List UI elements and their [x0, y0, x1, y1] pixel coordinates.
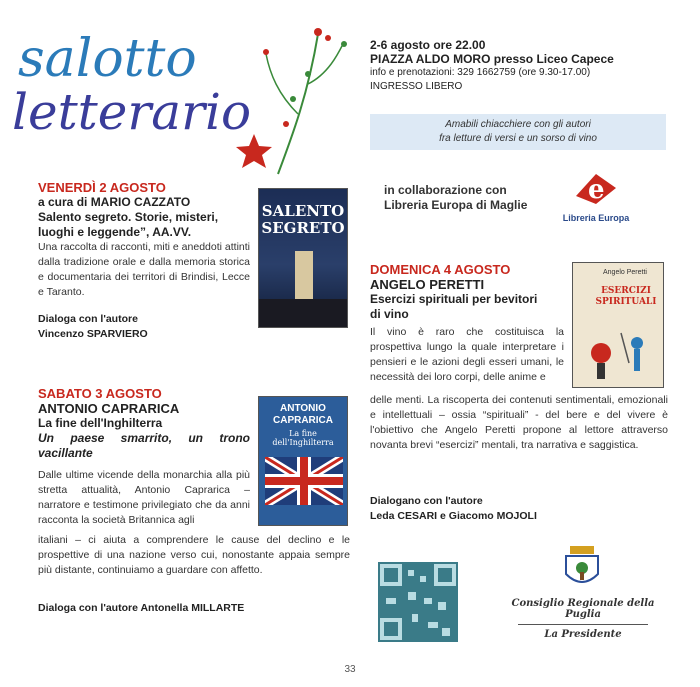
event-1-day: VENERDÌ 2 AGOSTO [38, 180, 166, 195]
libreria-europa-text: Libreria Europa [562, 213, 630, 223]
event-3-description-a: Il vino è raro che costituisca la prospettiva lungo la quale interpretare i pensieri e le azioni degli esseri umani, le necessità dei loro corpi, delle anime e [370, 326, 564, 383]
book-cover-la-fine-dellinghilterra [258, 396, 348, 526]
event-header [370, 38, 614, 94]
event-dates: 2-6 agosto ore 22.00 [370, 38, 486, 52]
event-1-author: a cura di MARIO CAZZATO [38, 195, 191, 209]
event-3-dialog-label: Dialogano con l'autore [370, 495, 483, 507]
event-2-description-a: Dalle ultime vicende della monarchia alla più stretta attualità, Antonio Caprarica – narratore e testimone privilegiato che da anni racconta la società Britannica agli [38, 469, 250, 526]
event-entry: INGRESSO LIBERO [370, 81, 463, 92]
event-1-dialog-name: Vincenzo SPARVIERO [38, 328, 148, 340]
svg-text:letterario: letterario [12, 83, 252, 141]
book-cover-salento-segreto [258, 188, 348, 328]
event-1-description: Una raccolta di racconti, miti e aneddoti attinti dalla tradizione orale e dalla memoria storica e documentaria dei territori di Brindisi, Lecce e Taranto. [38, 241, 250, 298]
event-info: info e prenotazioni: 329 1662759 (ore 9.30-17.00) [370, 67, 591, 78]
event-3-author: ANGELO PERETTI [370, 277, 485, 292]
collab-line1: in collaborazione con [384, 183, 507, 197]
event-2-day: SABATO 3 AGOSTO [38, 386, 162, 401]
event-2-description-b: italiani – ci aiuta a comprendere le cause del declino e le prospettive di una nazione verso cui, nonostante appaia sempre più distante, continuiamo a guardare con affetto. [38, 534, 350, 576]
event-venue: PIAZZA ALDO MORO presso Liceo Capece [370, 52, 614, 66]
cover-3-author: Angelo Peretti [603, 269, 647, 276]
cover-1-title-1: SALENTO [261, 202, 345, 220]
cover-2-author: ANTONIO CAPRARICA [273, 403, 333, 426]
event-2-title: La fine dell'Inghilterra [38, 416, 163, 430]
tagline-line1: Amabili chiacchiere con gli autori [445, 119, 591, 130]
event-2-author: ANTONIO CAPRARICA [38, 401, 180, 416]
collab-line2: Libreria Europa di Maglie [384, 198, 528, 212]
book-cover-esercizi-spirituali [572, 262, 664, 388]
event-2-subtitle: Un paese smarrito, un trono vacillante [38, 431, 250, 460]
salotto-letterario-logo [8, 14, 358, 184]
tagline-box [370, 114, 666, 150]
event-1 [38, 180, 250, 342]
event-1-dialog-label: Dialoga con l'autore [38, 313, 138, 325]
event-3-dialog-names: Leda CESARI e Giacomo MOJOLI [370, 510, 537, 522]
libreria-europa-logo [556, 166, 636, 224]
svg-text:salotto: salotto [18, 29, 197, 89]
council-line1: Consiglio Regionale della Puglia [511, 598, 655, 620]
cover-2-title: La fine dell'Inghilterra [272, 429, 334, 447]
collaboration [384, 183, 527, 213]
cover-3-title: ESERCIZI SPIRITUALI [595, 286, 657, 307]
event-3 [370, 262, 566, 322]
svg-text:e: e [588, 175, 605, 205]
qr-code[interactable] [378, 562, 458, 642]
event-1-title-1: Salento segreto. Storie, misteri, [38, 210, 219, 224]
council-line2: La Presidente [518, 624, 648, 640]
event-1-title-2: luoghi e leggende”, AA.VV. [38, 225, 192, 239]
council-emblem-icon [560, 544, 604, 592]
event-3-day: DOMENICA 4 AGOSTO [370, 262, 511, 277]
cover-1-title-2: SEGRETO [261, 219, 345, 237]
page-number: 33 [344, 664, 356, 675]
tagline-line2: fra letture di versi e un sorso di vino [439, 133, 597, 144]
event-2-dialog: Dialoga con l'autore Antonella MILLARTE [38, 602, 245, 614]
event-3-title-2: di vino [370, 307, 409, 321]
council-name [498, 598, 668, 640]
event-3-dialog [370, 494, 537, 524]
event-3-title-1: Esercizi spirituali per bevitori [370, 292, 538, 306]
event-3-description-b: delle menti. La riscoperta dei contenuti sentimentali, emozionali e intellettuali – ossia “spirituali” - del bere e del vivere è l'obiettivo che Angelo Peretti propone al lettore attraverso novanta brevi “esercizi” mentali, tra narrativa e saggistica. [370, 394, 668, 451]
